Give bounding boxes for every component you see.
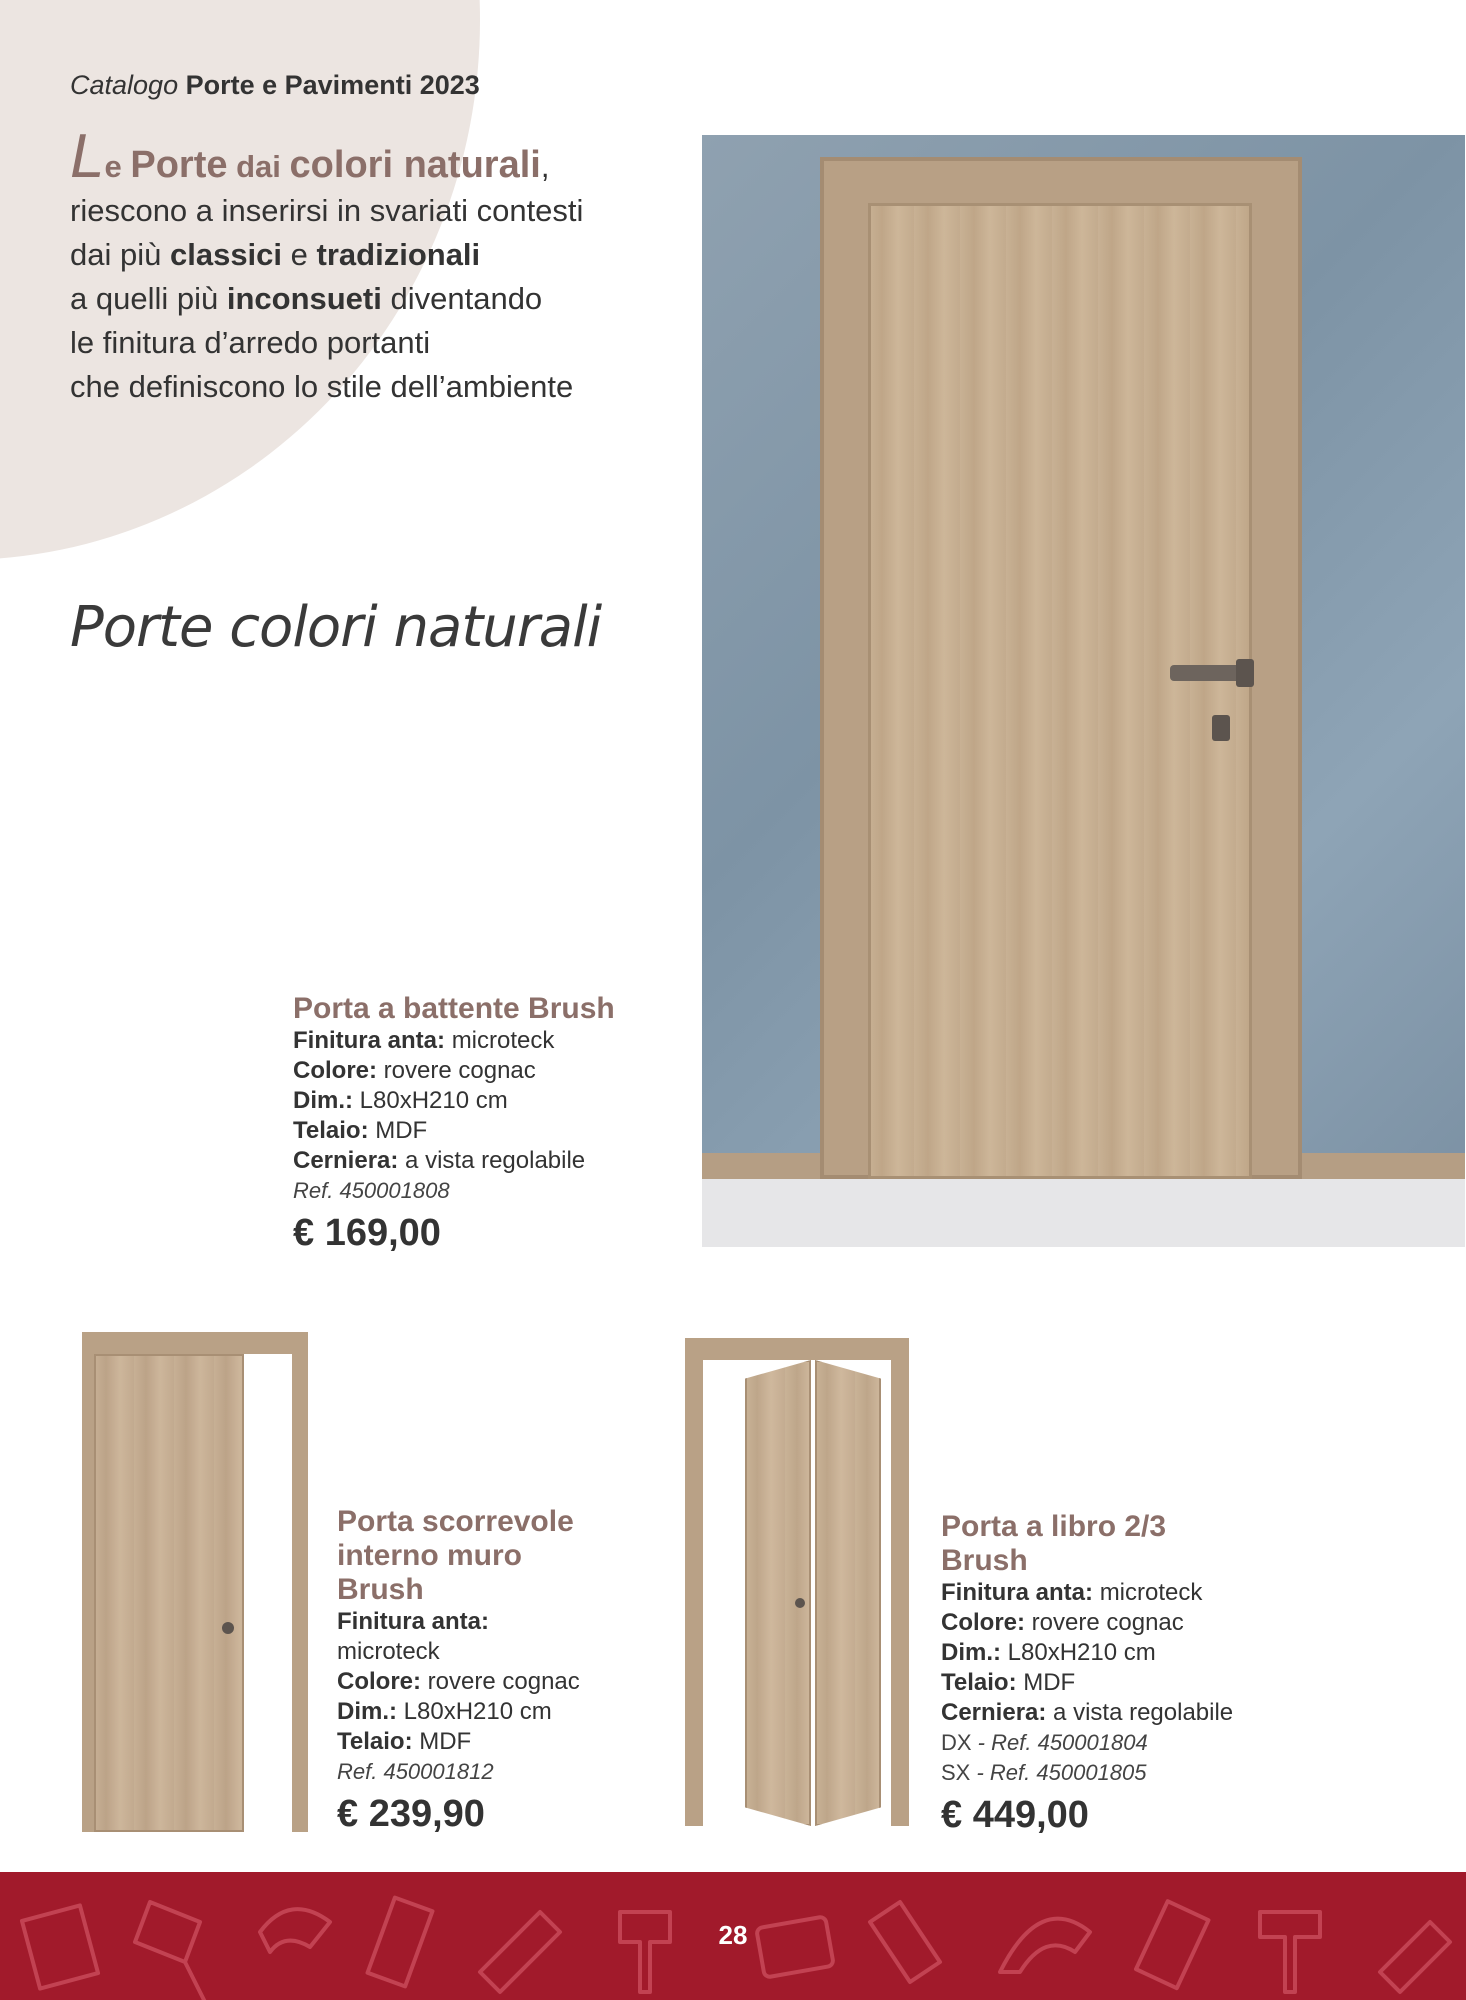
product-price: € 169,00 (293, 1212, 441, 1254)
door-panel-right (815, 1360, 881, 1826)
spec-hinge (293, 1146, 693, 1176)
product-price: € 239,90 (337, 1793, 485, 1835)
door-opening (244, 1354, 292, 1832)
spec-value: L80xH210 cm (403, 1698, 552, 1725)
swing-door-image (702, 135, 1465, 1247)
product-ref-dx: DX - Ref. 450001804 (941, 1730, 1148, 1755)
spec-label: Finitura anta: (337, 1608, 490, 1635)
spec-finish-value: microteck (337, 1638, 440, 1665)
spec-label: Telaio: (293, 1117, 369, 1144)
keyhole-icon (1212, 715, 1230, 741)
spec-label: Cerniera: (293, 1147, 399, 1174)
ref-side: DX (941, 1730, 972, 1755)
intro-line-3 (70, 233, 670, 277)
spec-value: L80xH210 cm (1007, 1639, 1156, 1666)
product-price: € 449,00 (941, 1794, 1089, 1836)
ref-side: SX (941, 1760, 971, 1785)
spec-value: rovere cognac (1031, 1609, 1184, 1636)
section-title: Porte colori naturali (70, 595, 602, 660)
spec-label: Colore: (293, 1057, 377, 1084)
spec-value: MDF (1023, 1669, 1076, 1696)
page-number: 28 (718, 1920, 748, 1950)
spec-value: MDF (419, 1728, 472, 1755)
product-sliding-door (337, 1505, 677, 1836)
intro-line-3a: dai più (70, 237, 162, 272)
intro-comma: , (540, 149, 550, 184)
product-name-line: Brush (941, 1544, 1028, 1577)
product-ref: Ref. 450001812 (337, 1759, 494, 1784)
spec-label: Telaio: (941, 1669, 1017, 1696)
ref-code: Ref. 450001804 (991, 1730, 1148, 1755)
ref-code: Ref. 450001805 (989, 1760, 1147, 1785)
door-panel-left (745, 1360, 811, 1826)
product-ref: Ref. 450001808 (293, 1178, 450, 1203)
spec-label: Dim.: (337, 1698, 397, 1725)
spec-value: microteck (451, 1027, 555, 1054)
intro-colori-naturali: colori naturali (289, 144, 541, 186)
intro-line-4a: a quelli più (70, 281, 219, 316)
door-leaf (868, 203, 1252, 1179)
intro-line-2: riescono a inserirsi in svariati contesti (70, 193, 584, 228)
intro-initial: L (70, 122, 105, 191)
spec-dimensions (941, 1638, 1361, 1668)
product-name-line: Porta a libro 2/3 (941, 1510, 1167, 1543)
spec-color (941, 1608, 1361, 1638)
product-name-line: interno muro (337, 1539, 522, 1572)
spec-label: Finitura anta: (941, 1579, 1094, 1606)
intro-line-4 (70, 277, 670, 321)
spec-dimensions (293, 1086, 693, 1116)
spec-color (337, 1667, 677, 1697)
intro-classici: classici (169, 237, 283, 272)
intro-porte: Porte (130, 144, 228, 186)
spec-finish (293, 1026, 693, 1056)
spec-value: rovere cognac (427, 1668, 580, 1695)
folding-door-image (685, 1338, 909, 1826)
sliding-door-image (82, 1332, 308, 1832)
spec-label: Dim.: (293, 1087, 353, 1114)
intro-line-5: le finitura d’arredo portanti (70, 325, 431, 360)
spec-label: Cerniera: (941, 1699, 1047, 1726)
floor (702, 1179, 1465, 1247)
spec-value: MDF (375, 1117, 428, 1144)
spec-frame (293, 1116, 693, 1146)
door-knob-icon (795, 1598, 805, 1608)
spec-value: rovere cognac (383, 1057, 536, 1084)
spec-value: L80xH210 cm (359, 1087, 508, 1114)
spec-label: Colore: (337, 1668, 421, 1695)
intro-tradizionali: tradizionali (316, 237, 481, 272)
spec-value: a vista regolabile (1053, 1699, 1234, 1726)
product-name: Porta a battente Brush (293, 992, 615, 1025)
product-swing-door (293, 992, 693, 1255)
product-name-line: Brush (337, 1573, 424, 1606)
catalog-title: Porte e Pavimenti 2023 (185, 70, 480, 100)
intro-dai: dai (236, 149, 281, 184)
handle-rose (1236, 659, 1254, 687)
intro-line-3c: e (290, 237, 308, 272)
spec-frame (337, 1727, 677, 1757)
intro-line-1 (70, 122, 670, 191)
catalog-prefix: Catalogo (70, 70, 179, 100)
spec-value: microteck (1099, 1579, 1203, 1606)
intro-e: e (104, 149, 122, 184)
spec-label: Dim.: (941, 1639, 1001, 1666)
spec-frame (941, 1668, 1361, 1698)
catalog-header (70, 70, 480, 101)
spec-label: Finitura anta: (293, 1027, 446, 1054)
product-ref-sx: SX - Ref. 450001805 (941, 1760, 1147, 1785)
spec-label: Telaio: (337, 1728, 413, 1755)
door-knob-icon (222, 1622, 234, 1634)
intro-inconsueti: inconsueti (226, 281, 382, 316)
product-name-line: Porta scorrevole (337, 1505, 574, 1538)
spec-finish (941, 1578, 1361, 1608)
spec-hinge (941, 1698, 1361, 1728)
door-leaf (94, 1354, 244, 1832)
intro-paragraph (70, 122, 670, 409)
intro-line-4c: diventando (390, 281, 543, 316)
spec-color (293, 1056, 693, 1086)
spec-value: a vista regolabile (405, 1147, 586, 1174)
product-folding-door (941, 1510, 1361, 1837)
spec-dimensions (337, 1697, 677, 1727)
intro-line-6: che definiscono lo stile dell’ambiente (70, 369, 574, 404)
spec-finish (337, 1607, 677, 1637)
spec-label: Colore: (941, 1609, 1025, 1636)
